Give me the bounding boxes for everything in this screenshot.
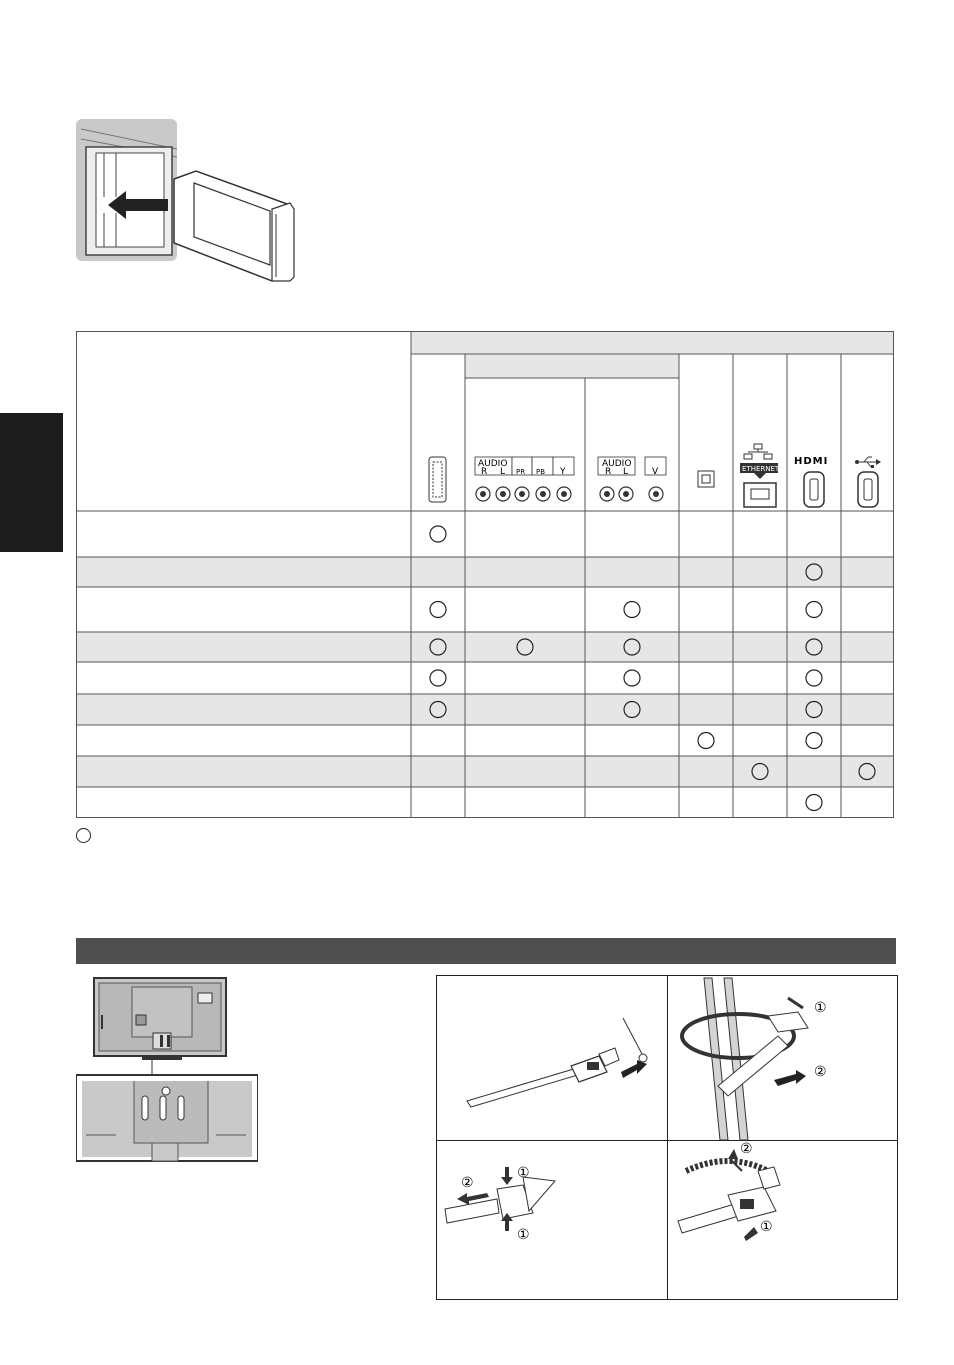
connection-table [76,331,894,818]
ethernet-label: ETHERNET [742,465,780,473]
cable-clamp-steps-panel [436,975,898,1300]
release-marker-1a: ① [517,1164,530,1180]
usb-port-icon [855,457,881,507]
table-row-shade [76,756,894,787]
composite-r-label: R [605,467,612,477]
compatibility-mark [806,795,822,811]
clamp-step-wrap [668,976,899,1140]
compatibility-mark [806,733,822,749]
composite-v-label: V [652,467,659,477]
component-l-label: L [500,467,506,477]
section-side-tab [0,413,63,552]
clamp-step-attach [437,976,667,1140]
table-row-shade [76,557,894,587]
scart-port-icon [429,457,446,502]
clamp-step-open [668,1141,899,1301]
compatibility-mark [430,602,446,618]
composite-l-label: L [623,467,629,477]
compatibility-mark [698,733,714,749]
open-marker-2: ② [740,1141,753,1156]
step-marker-1: ① [814,999,827,1015]
release-marker-1b: ① [517,1226,530,1242]
release-marker-2: ② [461,1174,474,1190]
step-marker-2: ② [814,1063,827,1079]
ethernet-port-icon [740,444,780,507]
compatibility-mark [624,670,640,686]
composite-port-group [598,457,666,501]
compatibility-mark [806,670,822,686]
compatibility-mark [430,670,446,686]
composite-audio-label: AUDIO [602,459,632,469]
table-row-shade [76,694,894,725]
clamp-step-release [437,1141,667,1301]
compatibility-mark [806,602,822,618]
section-header-bar [76,938,896,964]
component-r-label: R [481,467,488,477]
table-row-shade [76,632,894,662]
hdmi-label: HDMI [794,456,829,467]
ci-module-illustration [76,119,306,289]
component-y-label: Y [560,467,566,477]
component-audio-label: AUDIO [478,459,508,469]
compatibility-legend-circle [76,828,91,843]
component-pb-label: PB [536,468,546,476]
compatibility-mark [430,526,446,542]
open-marker-1: ① [760,1218,773,1234]
component-pr-label: PR [516,468,526,476]
compatibility-mark [624,602,640,618]
optical-port-icon [698,471,714,487]
hdmi-port-icon [794,456,828,507]
tv-rear-illustration [76,975,258,1163]
component-port-group [475,457,574,501]
